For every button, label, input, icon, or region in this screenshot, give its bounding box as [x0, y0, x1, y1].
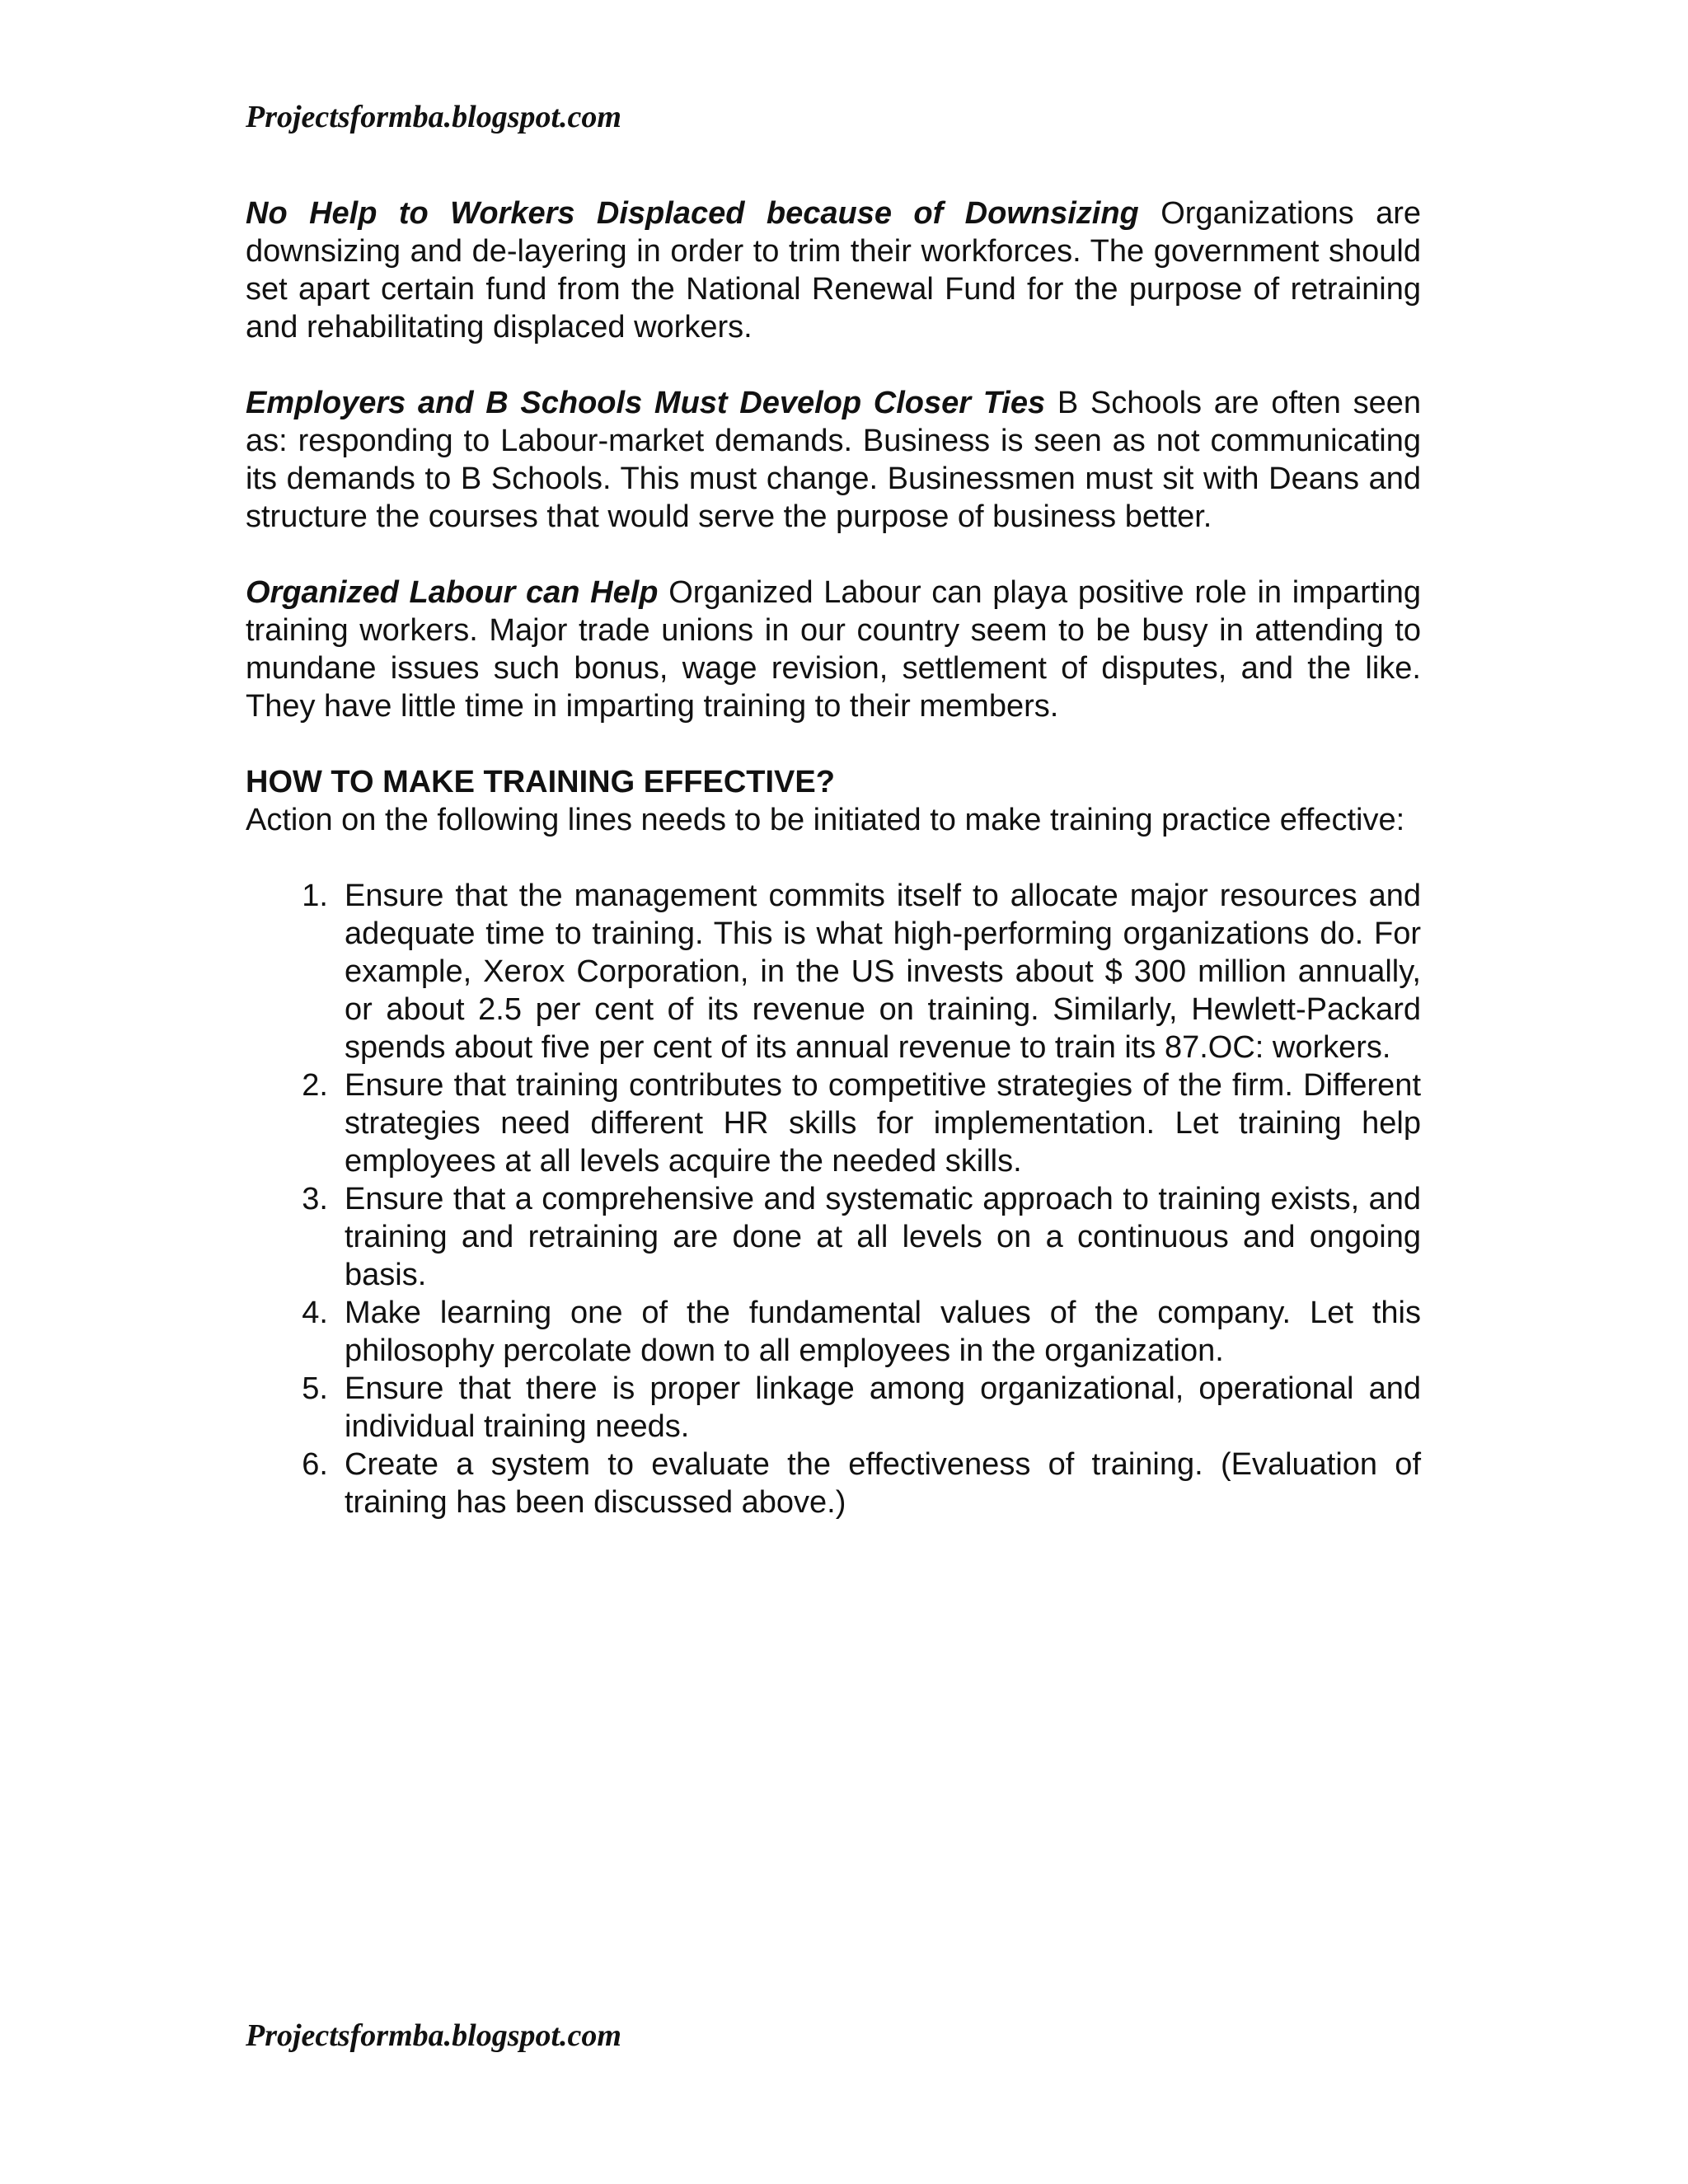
list-item — [246, 1446, 1421, 1521]
paragraph-organized-labour — [246, 574, 1421, 725]
list-item-number: 1. — [302, 879, 328, 913]
paragraph-body: Organized Labour can playa positive role in imparting training workers. Major trade unions in our country seem to be busy in attending to mundane issues such bonus, wage revision, settlement of disputes, and the like. They have little time in imparting training to their members. — [246, 575, 1422, 724]
list-item-number: 5. — [302, 1371, 328, 1406]
list-item-number: 6. — [302, 1447, 328, 1482]
section-heading: HOW TO MAKE TRAINING EFFECTIVE? — [246, 765, 835, 799]
list-item-number: 4. — [302, 1296, 328, 1330]
section-intro: Action on the following lines needs to be initiated to make training practice effective: — [246, 803, 1405, 837]
paragraph-lead: Organized Labour can Help — [246, 575, 659, 610]
list-item — [246, 1180, 1421, 1294]
list-item-text: Ensure that there is proper linkage among organizational, operational and individual training needs. — [345, 1371, 1421, 1444]
list-item-number: 3. — [302, 1182, 328, 1216]
paragraph-lead: Employers and B Schools Must Develop Closer Ties — [246, 386, 1046, 420]
page-header: Projectsformba.blogspot.com — [246, 100, 621, 134]
list-item — [246, 877, 1421, 1066]
list-item — [246, 1294, 1421, 1370]
paragraph-b-schools — [246, 384, 1421, 536]
paragraph-displaced-workers — [246, 194, 1421, 346]
list-item-text: Make learning one of the fundamental values of the company. Let this philosophy percolate down to all employees in the organization. — [345, 1296, 1421, 1368]
paragraph-lead: No Help to Workers Displaced because of Downsizing — [246, 196, 1139, 231]
document-body — [246, 194, 1421, 1521]
page-footer: Projectsformba.blogspot.com — [246, 2018, 621, 2053]
list-item-text: Ensure that a comprehensive and systematic approach to training exists, and training and retraining are done at all levels on a continuous and ongoing basis. — [345, 1182, 1421, 1292]
list-item — [246, 1066, 1421, 1180]
list-item-text: Ensure that the management commits itself to allocate major resources and adequate time to training. This is what high-performing organizations do. For example, Xerox Corporation, in the US invests about $ 300 million annually, or about 2.5 per cent of its revenue on training. Similarly, Hewlett-Packard spends about five per cent of its annual revenue to train its 87.OC: workers. — [345, 879, 1421, 1065]
action-list — [246, 877, 1421, 1521]
list-item-number: 2. — [302, 1068, 328, 1103]
list-item-text: Ensure that training contributes to competitive strategies of the firm. Different strategies need different HR skills for implementation. Let training help employees at all levels acquire the needed skills. — [345, 1068, 1421, 1179]
list-item-text: Create a system to evaluate the effectiveness of training. (Evaluation of training has been discussed above.) — [345, 1447, 1421, 1520]
paragraph-body: B Schools are often seen as: responding to Labour-market demands. Business is seen as not communicating its demands to B Schools. This must change. Businessmen must sit with Deans and structure the courses that would serve the purpose of business better. — [246, 386, 1421, 534]
paragraph-body: Organizations are downsizing and de-layering in order to trim their workforces. The government should set apart certain fund from the National Renewal Fund for the purpose of retraining and rehabilitating displaced workers. — [246, 196, 1422, 344]
list-item — [246, 1370, 1421, 1446]
